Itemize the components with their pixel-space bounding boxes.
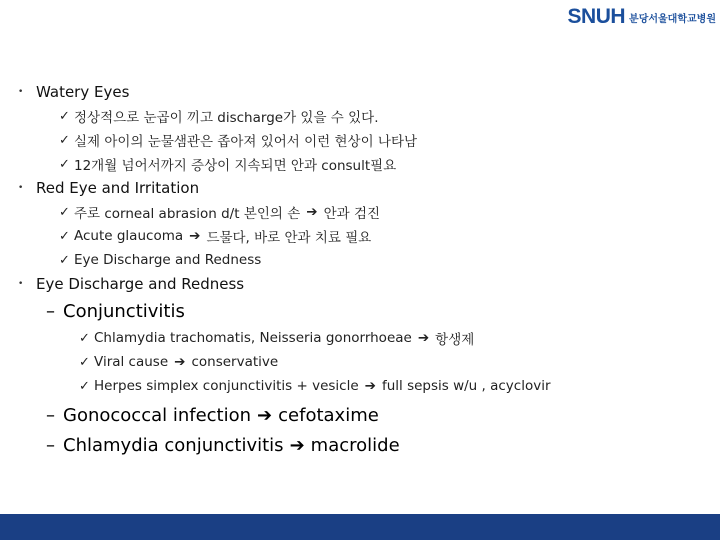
bullet-label: Red Eye and Irritation xyxy=(36,179,200,197)
checkmark-icon: ✓ xyxy=(59,132,70,148)
arrow-right-icon: ➔ xyxy=(174,354,186,370)
slide-content xyxy=(18,80,710,460)
logo-hospital-name: 분당서울대학교병원 xyxy=(629,13,716,25)
bullet-red-eye xyxy=(18,176,710,200)
checkmark-icon: ✓ xyxy=(59,204,70,220)
arrow-right-icon: ➔ xyxy=(306,204,318,220)
bullet-dot-icon: • xyxy=(18,87,24,97)
sub-item-text: 12개월 넘어서까지 증상이 지속되면 안과 consult필요 xyxy=(74,158,397,174)
arrow-right-icon: ➔ xyxy=(289,434,305,456)
conjunctivitis-heading xyxy=(46,296,710,326)
sub-item-text: 주로 corneal abrasion d/t 본인의 손 xyxy=(74,206,301,222)
sub-item-text: 정상적으로 눈곱이 끼고 discharge가 있을 수 있다. xyxy=(74,110,379,126)
dash-item-result: cefotaxime xyxy=(278,404,379,426)
sub-item-result: conservative xyxy=(191,354,279,370)
bullet-label: Eye Discharge and Redness xyxy=(36,275,245,293)
sub-item xyxy=(59,248,710,272)
checkmark-icon: ✓ xyxy=(59,108,70,124)
footer-bar xyxy=(0,514,720,540)
bullet-watery-eyes xyxy=(18,80,710,104)
checkmark-icon: ✓ xyxy=(59,156,70,172)
dash-icon: – xyxy=(46,434,55,456)
gonococcal-item xyxy=(46,400,710,430)
sub-item xyxy=(79,350,710,374)
sub-item xyxy=(79,374,710,398)
sub-item xyxy=(59,224,710,248)
arrow-right-icon: ➔ xyxy=(189,228,201,244)
checkmark-icon: ✓ xyxy=(79,354,90,370)
arrow-right-icon: ➔ xyxy=(417,330,430,346)
sub-item-text: Chlamydia trachomatis, Neisseria gonorrhoeae xyxy=(94,330,412,346)
sub-item-text: 실제 아이의 눈물샘관은 좁아져 있어서 이런 현상이 나타남 xyxy=(74,134,418,150)
sub-item xyxy=(79,326,710,350)
sub-item-result: 안과 검진 xyxy=(323,206,381,222)
checkmark-icon: ✓ xyxy=(79,378,90,394)
checkmark-icon: ✓ xyxy=(79,330,90,346)
checkmark-icon: ✓ xyxy=(59,252,70,268)
hospital-logo xyxy=(568,4,716,30)
sub-item-text: Acute glaucoma xyxy=(74,228,184,244)
dash-icon: – xyxy=(46,300,55,322)
arrow-right-icon: ➔ xyxy=(364,378,376,394)
sub-item xyxy=(59,152,710,176)
sub-item xyxy=(59,128,710,152)
bullet-dot-icon: • xyxy=(18,279,24,289)
bullet-eye-discharge xyxy=(18,272,710,296)
arrow-right-icon: ➔ xyxy=(257,404,273,426)
sub-item-result: 드물다, 바로 안과 치료 필요 xyxy=(206,230,372,246)
sub-item-text: Eye Discharge and Redness xyxy=(74,252,262,268)
sub-item-text: Herpes simplex conjunctivitis + vesicle xyxy=(94,378,359,394)
chlamydia-item xyxy=(46,430,710,460)
sub-item-result: 항생제 xyxy=(435,332,475,348)
dash-item-text: Chlamydia conjunctivitis xyxy=(63,434,284,456)
dash-item-result: macrolide xyxy=(310,434,400,456)
sub-item xyxy=(59,104,710,128)
dash-icon: – xyxy=(46,404,55,426)
heading-text: Conjunctivitis xyxy=(63,300,185,322)
sub-item-result: full sepsis w/u , acyclovir xyxy=(381,378,551,394)
logo-brand: SNUH xyxy=(567,5,626,28)
bullet-dot-icon: • xyxy=(18,183,24,193)
sub-item xyxy=(59,200,710,224)
checkmark-icon: ✓ xyxy=(59,228,70,244)
dash-item-text: Gonococcal infection xyxy=(63,404,252,426)
bullet-label: Watery Eyes xyxy=(36,83,130,101)
sub-item-text: Viral cause xyxy=(94,354,169,370)
